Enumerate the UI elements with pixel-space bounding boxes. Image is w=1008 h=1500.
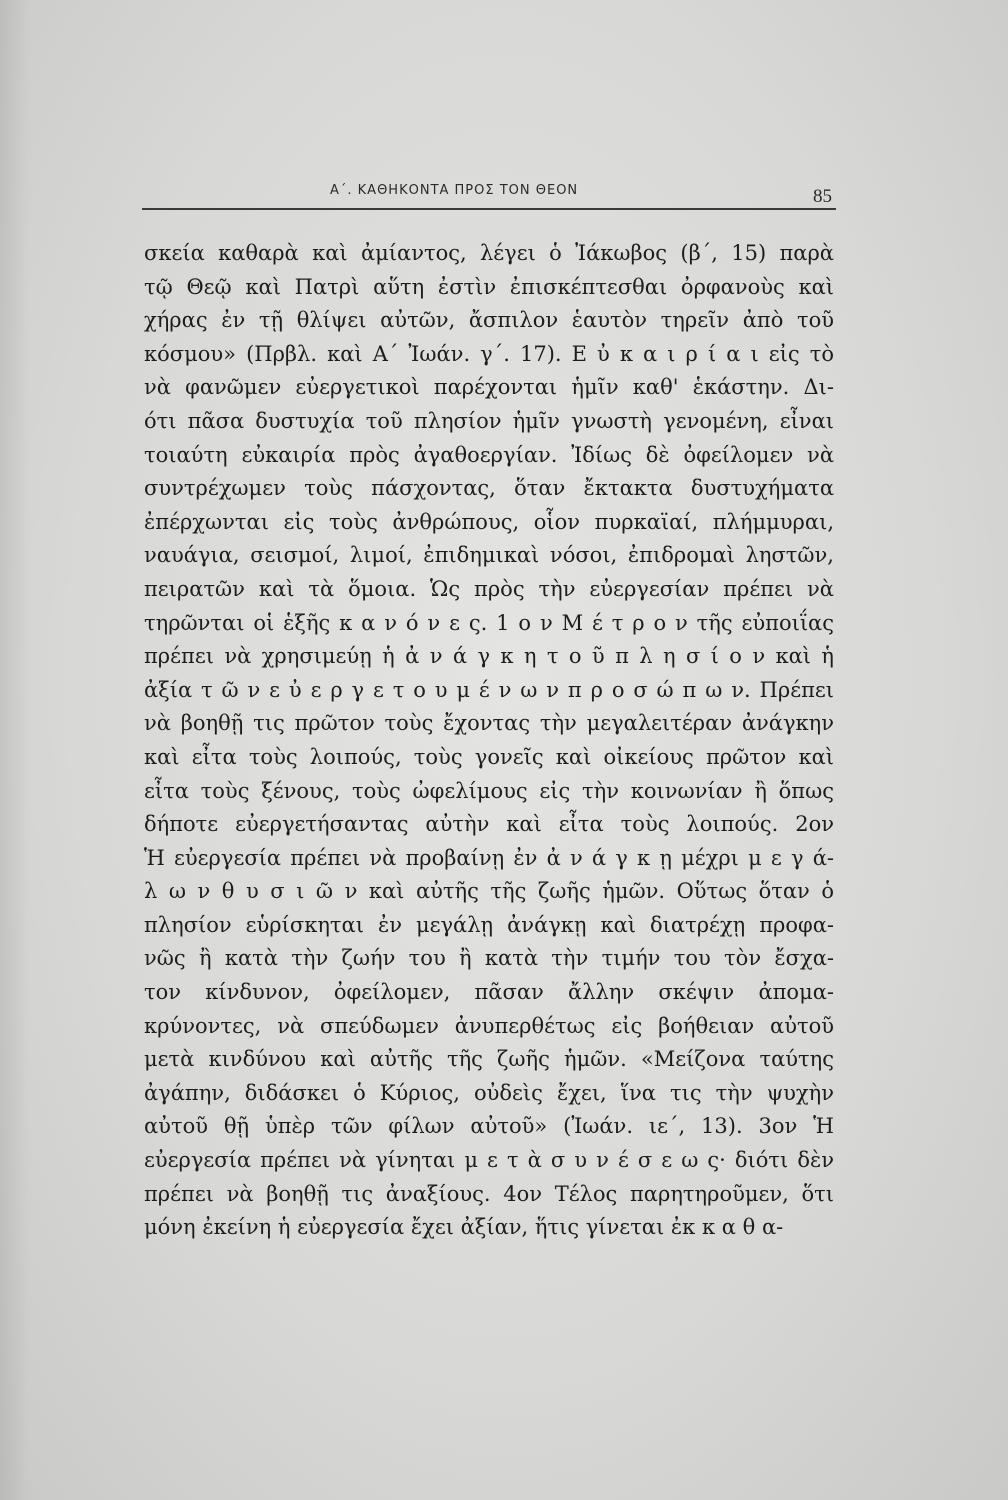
text-line: τῷ Θεῷ καὶ Πατρὶ αὕτη ἐστὶν ἐπισκέπτεσθαι ὀρφανοὺς καὶ bbox=[144, 274, 834, 299]
text-line: ἀγάπην, διδάσκει ὁ Κύριος, οὐδεὶς ἔχει, ἵνα τις τὴν ψυχὴν bbox=[144, 1080, 834, 1105]
text-line: εὐεργεσία πρέπει νὰ γίνηται μ ε τ ὰ σ υ ν έ σ ε ω ς· διότι δὲν bbox=[144, 1148, 834, 1173]
text-line: αὐτοῦ θῇ ὑπὲρ τῶν φίλων αὐτοῦ» (Ἰωάν. ιε΄, 13). 3ον Ἡ bbox=[144, 1114, 834, 1139]
text-line: κρύνοντες, νὰ σπεύδωμεν ἀνυπερθέτως εἰς βοήθειαν αὐτοῦ bbox=[144, 1013, 834, 1038]
text-line: δήποτε εὐεργετήσαντας αὐτὴν καὶ εἶτα τοὺς λοιπούς. 2ον bbox=[144, 812, 834, 837]
text-line: συντρέχωμεν τοὺς πάσχοντας, ὅταν ἔκτακτα δυστυχήματα bbox=[144, 476, 834, 501]
text-line: τοιαύτη εὐκαιρία πρὸς ἀγαθοεργίαν. Ἰδίως δὲ ὀφείλομεν νὰ bbox=[144, 442, 834, 467]
text-line: πρέπει νὰ βοηθῇ τις ἀναξίους. 4ον Τέλος παρητηροῦμεν, ὅτι bbox=[144, 1181, 834, 1206]
text-line: ναυάγια, σεισμοί, λιμοί, ἐπιδημικαὶ νόσοι, ἐπιδρομαὶ ληστῶν, bbox=[144, 543, 834, 568]
text-line: τον κίνδυνον, ὀφείλομεν, πᾶσαν ἄλλην σκέψιν ἀπομα- bbox=[144, 980, 834, 1005]
text-line: πλησίον εὑρίσκηται ἐν μεγάλῃ ἀνάγκῃ καὶ διατρέχῃ προφα- bbox=[144, 912, 834, 937]
text-line: νῶς ἢ κατὰ τὴν ζωήν του ἢ κατὰ τὴν τιμήν του τὸν ἔσχα- bbox=[144, 946, 834, 971]
text-line: χήρας ἐν τῇ θλίψει αὐτῶν, ἄσπιλον ἑαυτὸν τηρεῖν ἀπὸ τοῦ bbox=[144, 308, 834, 333]
text-line: νὰ βοηθῇ τις πρῶτον τοὺς ἔχοντας τὴν μεγαλειτέραν ἀνάγκην bbox=[144, 711, 834, 736]
text-line: πρέπει νὰ χρησιμεύῃ ἡ ἀ ν ά γ κ η τ ο ῦ π λ η σ ί ο ν καὶ ἡ bbox=[144, 644, 834, 669]
text-line: πειρατῶν καὶ τὰ ὅμοια. Ὡς πρὸς τὴν εὐεργεσίαν πρέπει νὰ bbox=[144, 576, 834, 601]
text-line: νὰ φανῶμεν εὐεργετικοὶ παρέχονται ἡμῖν καθ' ἑκάστην. Δι- bbox=[144, 375, 834, 400]
text-line: ότι πᾶσα δυστυχία τοῦ πλησίον ἡμῖν γνωστὴ γενομένη, εἶναι bbox=[144, 408, 834, 433]
text-line: καὶ εἶτα τοὺς λοιπούς, τοὺς γονεῖς καὶ οἰκείους πρῶτον καὶ bbox=[144, 744, 834, 769]
text-line: σκεία καθαρὰ καὶ ἀμίαντος, λέγει ὁ Ἰάκωβος (β΄, 15) παρὰ bbox=[144, 241, 834, 265]
running-head: Α΄. ΚΑΘΗΚΟΝΤΑ ΠΡΟΣ ΤΟΝ ΘΕΟΝ bbox=[330, 183, 579, 198]
text-line: εἶτα τοὺς ξένους, τοὺς ὠφελίμους εἰς τὴν κοινωνίαν ἢ ὅπως bbox=[144, 778, 834, 803]
text-line: μόνη ἐκείνη ἡ εὐεργεσία ἔχει ἀξίαν, ἥτις γίνεται ἐκ κ α θ α- bbox=[144, 1215, 784, 1240]
header-rule bbox=[142, 208, 836, 210]
page-gutter-shadow bbox=[0, 0, 30, 1500]
text-line: μετὰ κινδύνου καὶ αὐτῆς τῆς ζωῆς ἡμῶν. «Μείζονα ταύτης bbox=[144, 1047, 834, 1072]
text-line: κόσμου» (Πρβλ. καὶ Α΄ Ἰωάν. γ΄. 17). Ε ὐ κ α ι ρ ί α ι εἰς τὸ bbox=[144, 341, 834, 366]
text-line: Ἡ εὐεργεσία πρέπει νὰ προβαίνῃ ἐν ἀ ν ά γ κ ῃ μέχρι μ ε γ ά- bbox=[144, 845, 834, 870]
page-number: 85 bbox=[813, 186, 832, 207]
text-line: ἀξία τ ῶ ν ε ὐ ε ρ γ ε τ ο υ μ έ ν ω ν π ρ ο σ ώ π ω ν. Πρέπει bbox=[144, 677, 834, 702]
text-line: λ ω ν θ υ σ ι ῶ ν καὶ αὐτῆς τῆς ζωῆς ἡμῶν. Οὕτως ὅταν ὁ bbox=[144, 879, 834, 904]
text-line: ἐπέρχωνται εἰς τοὺς ἀνθρώπους, οἷον πυρκαϊαί, πλήμμυραι, bbox=[144, 509, 834, 534]
text-line: τηρῶνται οἱ ἑξῆς κ α ν ό ν ε ς. 1 ο ν Μ έ τ ρ ο ν τῆς εὐποιΐας bbox=[144, 610, 834, 635]
body-text bbox=[144, 237, 834, 1245]
